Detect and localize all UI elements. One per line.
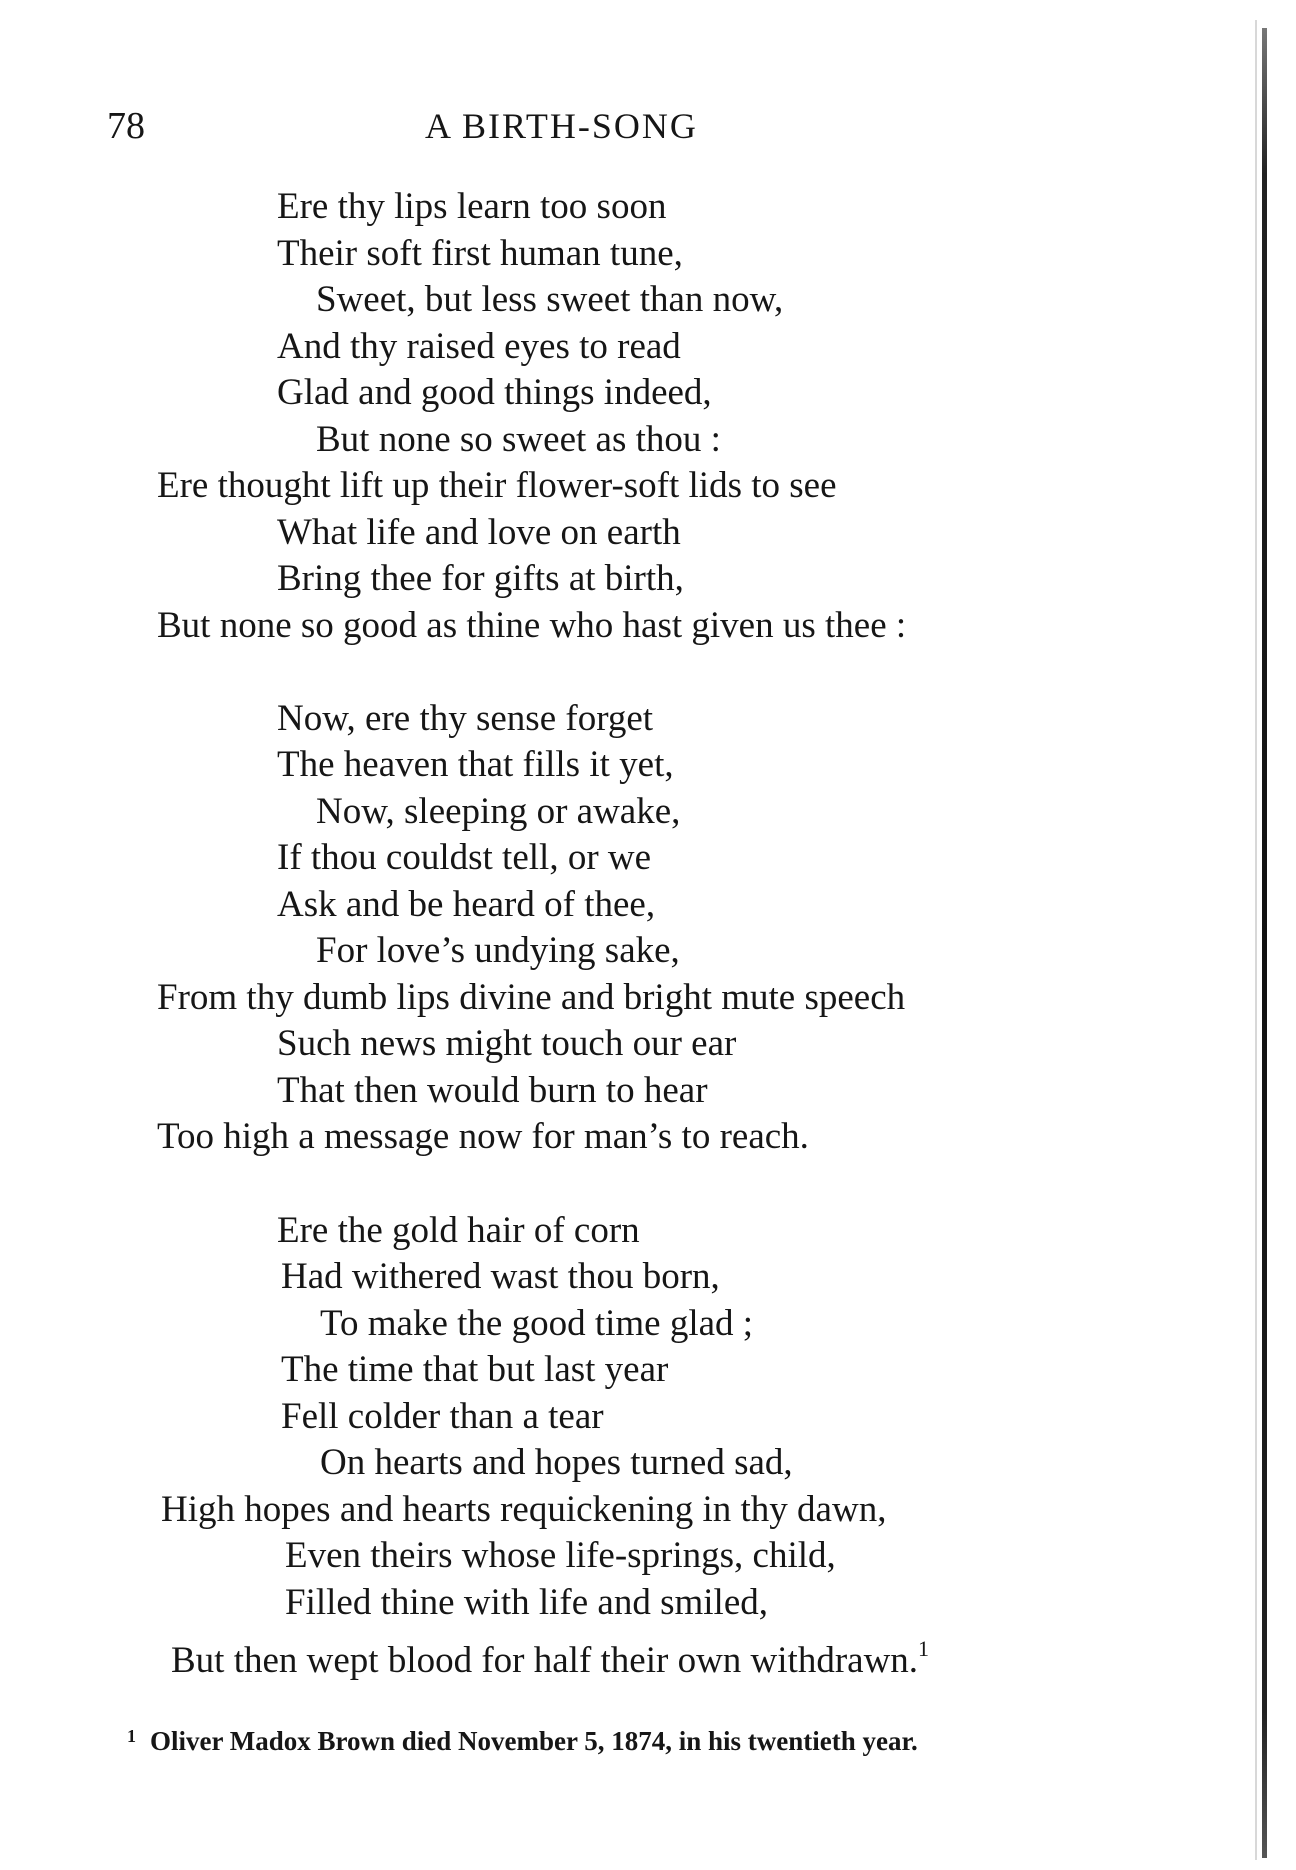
poem-line: Fell colder than a tear xyxy=(281,1396,604,1437)
poem-line: Sweet, but less sweet than now, xyxy=(316,279,784,320)
poem-line: Now, sleeping or awake, xyxy=(316,791,681,832)
footnote-marker: 1 xyxy=(127,1726,136,1746)
poem-line: Their soft first human tune, xyxy=(277,233,683,274)
poem-line: Too high a message now for man’s to reach. xyxy=(157,1116,809,1157)
poem-line: But none so sweet as thou : xyxy=(316,419,721,460)
poem-line: The time that but last year xyxy=(281,1349,669,1390)
page-edge-rule xyxy=(1262,28,1267,1858)
poem-line: Even theirs whose life-springs, child, xyxy=(285,1535,836,1576)
poem-line: Now, ere thy sense forget xyxy=(277,698,654,739)
poem-line: That then would burn to hear xyxy=(277,1070,708,1111)
poem-line: Ere the gold hair of corn xyxy=(277,1210,640,1251)
poem-line: Filled thine with life and smiled, xyxy=(285,1582,768,1623)
running-title: A BIRTH-SONG xyxy=(425,106,698,146)
poem-line: Such news might touch our ear xyxy=(277,1023,737,1064)
poem-line: Bring thee for gifts at birth, xyxy=(277,558,684,599)
footnote-reference: 1 xyxy=(918,1636,930,1661)
poem-line: Glad and good things indeed, xyxy=(277,372,712,413)
poem-line-text: But then wept blood for half their own withdrawn. xyxy=(171,1640,919,1681)
poem-line-last xyxy=(171,1627,929,1683)
footnote-text: Oliver Madox Brown died November 5, 1874, in his twentieth year. xyxy=(150,1726,918,1756)
poem-line: To make the good time glad ; xyxy=(320,1303,754,1344)
page-number: 78 xyxy=(107,105,145,147)
poem-line: On hearts and hopes turned sad, xyxy=(320,1442,793,1483)
poem-line: Ere thought lift up their flower-soft lids to see xyxy=(157,465,837,506)
poem-line: And thy raised eyes to read xyxy=(277,326,681,367)
poem-line: For love’s undying sake, xyxy=(316,930,680,971)
poem-line: If thou couldst tell, or we xyxy=(277,837,652,878)
poem-line: Ere thy lips learn too soon xyxy=(277,186,667,227)
page-edge-shadow xyxy=(1255,20,1257,1860)
poem-line: But none so good as thine who hast given us thee : xyxy=(157,605,907,646)
poem-line: The heaven that fills it yet, xyxy=(277,744,674,785)
poem-line: What life and love on earth xyxy=(277,512,681,553)
poem-line: From thy dumb lips divine and bright mute speech xyxy=(157,977,906,1018)
poem-line: Ask and be heard of thee, xyxy=(277,884,656,925)
footnote xyxy=(127,1719,918,1758)
poem-line: Had withered wast thou born, xyxy=(281,1256,720,1297)
poem-line: High hopes and hearts requickening in thy dawn, xyxy=(161,1489,887,1530)
